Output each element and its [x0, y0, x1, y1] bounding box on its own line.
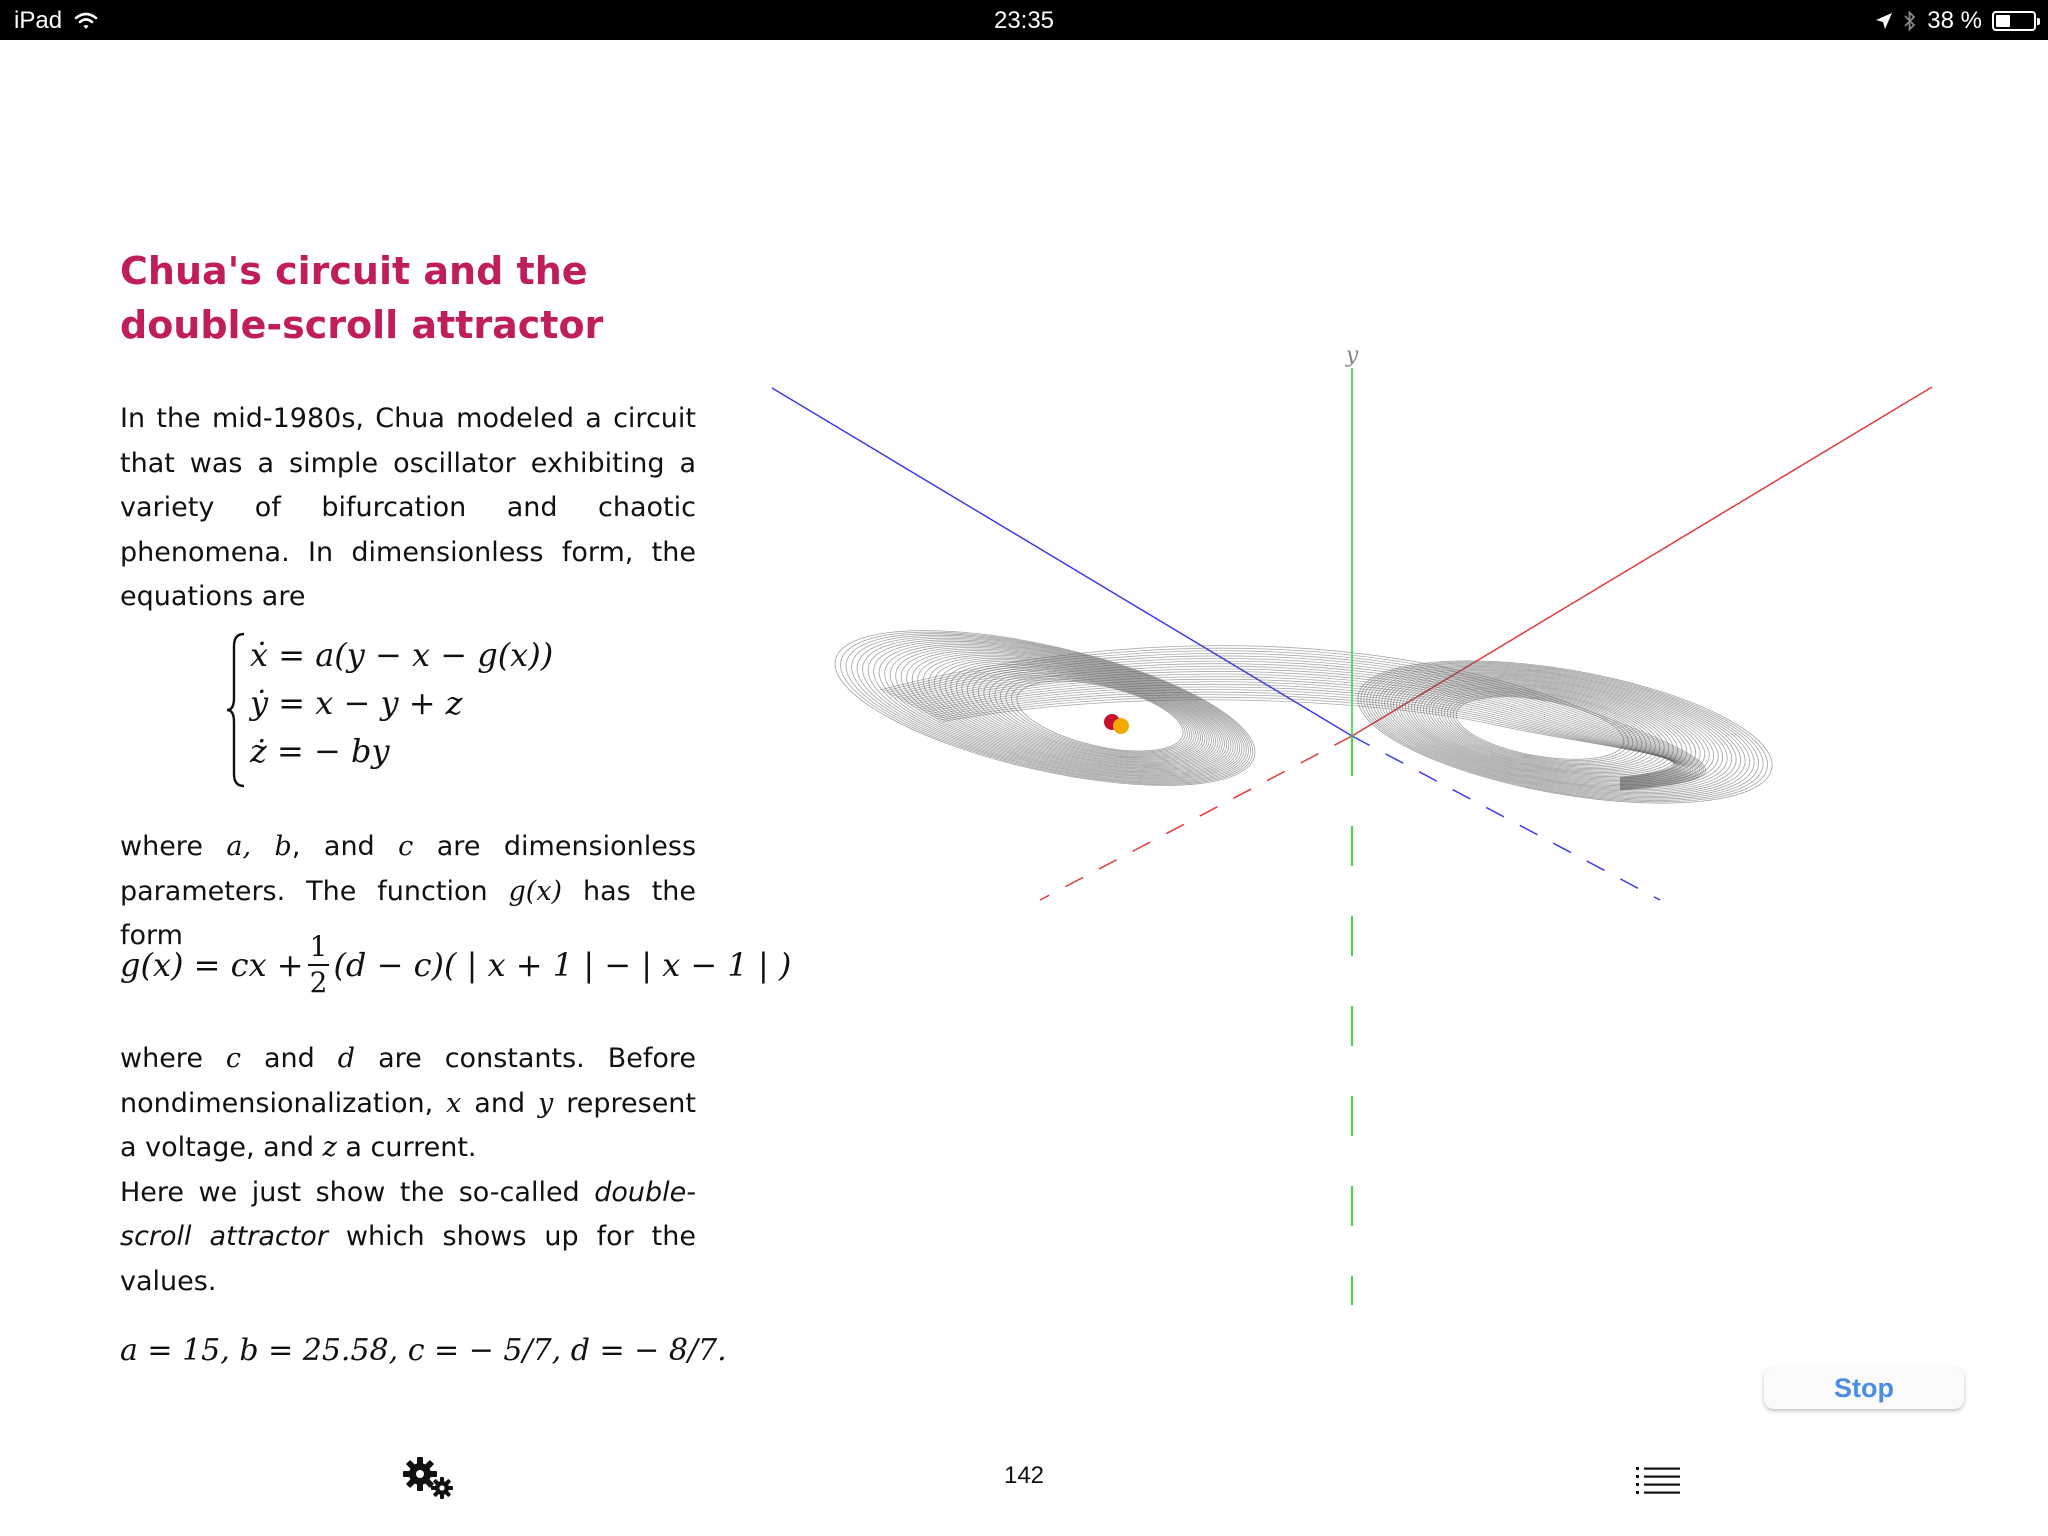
math-var: c	[225, 1043, 242, 1074]
equation-x: ẋ = a(y − x − g(x))	[250, 636, 554, 674]
text-span: and	[241, 1043, 338, 1074]
math-var: g(x)	[508, 875, 563, 907]
formula-left: g(x) = cx +	[120, 946, 304, 984]
math-var: x	[446, 1087, 462, 1119]
equation-z: ż = − by	[250, 732, 390, 770]
math-var: c	[398, 831, 414, 862]
z-axis-positive	[772, 388, 1352, 736]
text-span: are constants. Before nondimensionalization,	[120, 1043, 696, 1119]
text-span: Here we just show the so-called	[120, 1176, 595, 1208]
equation-y: ẏ = x − y + z	[250, 684, 463, 722]
page-number: 142	[1003, 1462, 1045, 1489]
emphasis: double-scroll attractor	[120, 1176, 696, 1252]
list-icon[interactable]	[1636, 1466, 1680, 1496]
text-span: which shows up for the values.	[120, 1221, 696, 1297]
intro-paragraph: In the mid-1980s, Chua modeled a circuit that was a simple oscillator exhibiting a variety of bifurcation and chaotic phenomena. In dimensionless form, the equations are	[120, 403, 696, 612]
clock: 23:35	[993, 7, 1055, 34]
stop-button[interactable]: Stop	[1764, 1367, 1964, 1409]
math-var: a, b	[226, 831, 292, 862]
y-axis-label: y	[1345, 343, 1359, 368]
x-axis-positive	[1352, 387, 1932, 736]
text-span: has the form	[120, 875, 696, 951]
math-var: y	[538, 1087, 554, 1119]
math-var: d	[337, 1043, 356, 1074]
device-name: iPad	[14, 7, 63, 34]
attractor-trajectory	[822, 599, 1783, 829]
text-span: represent a voltage, and	[120, 1087, 697, 1163]
fraction-denominator: 2	[309, 966, 328, 999]
fraction-numerator: 1	[308, 930, 330, 966]
text-span: are dimensionless parameters. The function	[120, 831, 697, 907]
page-title: Chua's circuit and the double-scroll attractor	[120, 249, 604, 347]
point-marker-orange	[1113, 718, 1129, 734]
values-text: a = 15, b = 25.58, c = − 5/7, d = − 8/7.	[120, 1333, 727, 1368]
battery-percent: 38 %	[1927, 7, 1982, 34]
text-span: , and	[291, 831, 399, 862]
math-var: z	[322, 1132, 337, 1163]
text-span: a current.	[336, 1132, 477, 1163]
formula-right: (d − c)( | x + 1 | − | x − 1 | )	[333, 946, 792, 984]
text-span: where	[120, 1043, 226, 1074]
text-span: and	[461, 1087, 539, 1119]
text-span: where	[120, 831, 227, 862]
